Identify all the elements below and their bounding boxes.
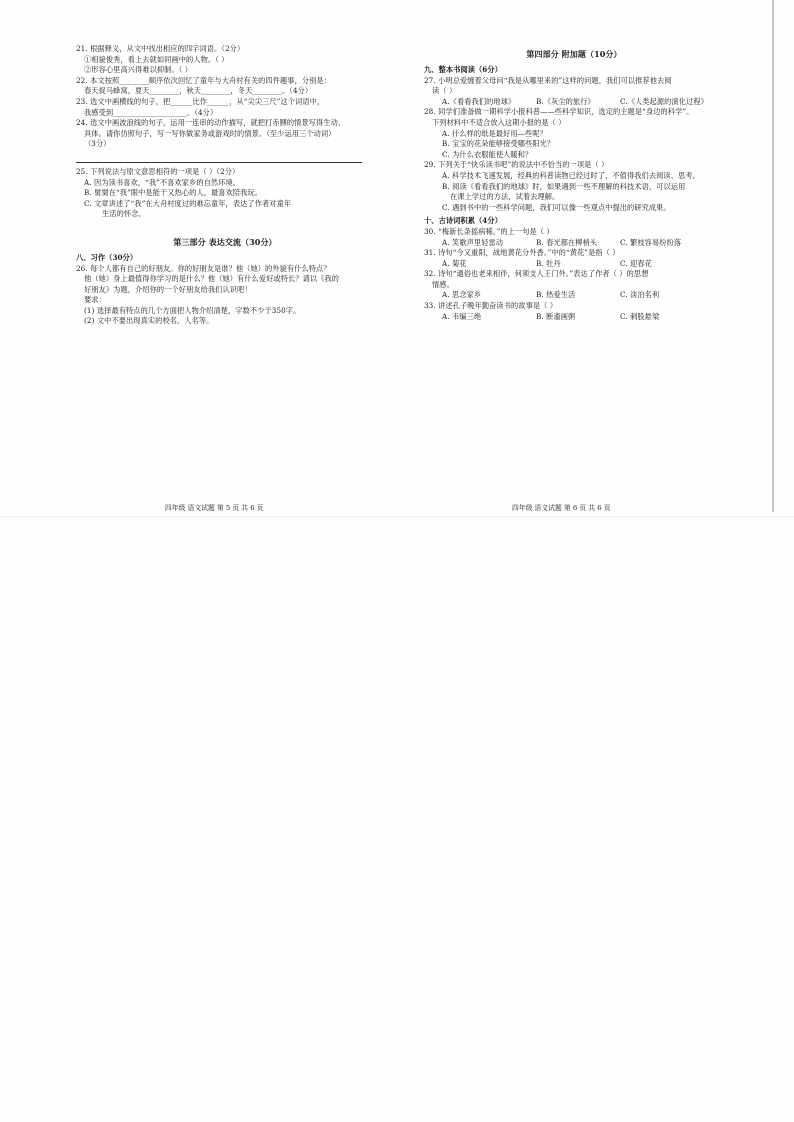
section-9-heading: 九、整本书阅读（6分） [424, 65, 502, 74]
q22-line-2: 春天捉马蜂窝，夏天________，秋天________，冬天________。（4分） [84, 86, 313, 96]
part-4-title: 第四部分 附加题（10分） [526, 49, 622, 59]
q26-line-3: 好朋友》为题，介绍你的一个好朋友给我们认识吧！ [84, 284, 252, 294]
q33-options [424, 312, 724, 323]
q28-option-a: A. 什么样的纸是最好用—些呢？ [442, 128, 547, 138]
q30-option-a: A. 笑歌声里轻雷动 [442, 237, 504, 247]
q33-option-a: A. 韦编三绝 [442, 311, 482, 321]
question-23: 23. 选文中画横线的句子，把______比作______，从“尖尖三尺”这个词语中， [76, 96, 325, 106]
page-6-column [424, 44, 724, 322]
q25-option-c: C. 文章讲述了“我”在大舟村度过的难忘童年，表达了作者对童年 [84, 198, 292, 208]
q31-option-b: B. 牡丹 [536, 258, 561, 268]
question-25: 25. 下列说法与原文意思相符的一项是（ ）（2分） [76, 166, 240, 176]
q27-option-a: A.《看看我们的地球》 [442, 96, 516, 106]
question-27: 27. 小明总爱缠着父母问“我是从哪里来的”这样的问题，我们可以推荐他去阅 [424, 75, 672, 85]
q31-option-a: A. 菊花 [442, 258, 467, 268]
q25-option-c-cont: 生活的怀念。 [102, 209, 146, 219]
q30-option-c: C. 繁枝容易纷纷落 [620, 237, 682, 247]
question-24: 24. 选文中画波浪线的句子，运用一连串的动作描写，就把打赤膊的情景写得生动、 [76, 118, 346, 128]
q26-requirement-2: (2) 文中不要出现真实的校名、人名等。 [84, 316, 214, 326]
question-31: 31. 诗句“今又重阳，战地黄花分外香。”中的“黄花”是指（ ） [424, 248, 620, 258]
q27-option-b: B.《灰尘的旅行》 [536, 96, 595, 106]
q29-option-b: B. 阅读《看看我们的地球》时，如果遇到一些不理解的科技术语，可以运用 [442, 181, 686, 191]
question-29: 29. 下列关于“快乐读书吧”的说法中不恰当的一项是（ ） [424, 160, 609, 170]
question-30: 30. “梅新长条摇病稀。”的上一句是（ ） [424, 226, 554, 236]
q28-option-c: C. 为什么衣服能使人暖和？ [442, 149, 533, 159]
page-6-footer: 四年级 语文试题 第 6 页 共 6 页 [512, 504, 611, 512]
scan-edge [772, 0, 774, 512]
section-8-heading: 八、习作（30分） [76, 252, 138, 262]
q28-option-b: B. 宝宝的花朵能够接受哪些阳光？ [442, 139, 555, 149]
q33-option-b: B. 断齑画粥 [536, 311, 576, 321]
page-5-footer: 四年级 语文试题 第 5 页 共 6 页 [165, 504, 264, 512]
page-5-column [76, 44, 374, 327]
q29-option-c: C. 遇到书中的一些科学问题，我们可以像一些观点中提出的研究成果。 [442, 202, 671, 212]
part-3-title: 第三部分 表达交流（30分） [173, 236, 277, 247]
q32-options [424, 290, 724, 301]
q24-line-3: （3分） [84, 139, 111, 149]
question-26: 26. 每个人都有自己的好朋友。你的好朋友是谁？他（她）的外貌有什么特点？ [76, 263, 331, 273]
q26-line-2: 他（她）身上最值得你学习的是什么？他（她）有什么爱好或特长？请以《我的 [84, 274, 340, 284]
q33-option-c: C. 刺股悬梁 [620, 311, 660, 321]
q31-options [424, 259, 724, 270]
answer-line [76, 162, 362, 163]
q31-option-c: C. 迎春花 [620, 258, 652, 268]
q29-option-b-cont: 在课上学过的方法，试着去理解。 [450, 192, 560, 202]
q21-item-1: ①相貌俊秀，看上去就如同画中的人物。（ ） [84, 54, 229, 64]
section-10-heading: 十、古诗词积累（4分） [424, 216, 502, 226]
page-fold [0, 516, 794, 517]
q32-option-a: A. 思念家乡 [442, 290, 482, 300]
question-33: 33. 讲述孔子晚年勤奋读书的故事是（ ） [424, 301, 558, 311]
q28-line-2: 下列材料中不适合放入这期小报的是（ ） [432, 117, 566, 127]
q30-option-b: B. 春光都在柳梢头 [536, 237, 598, 247]
question-32: 32. 诗句“通俗也老来相伴，何须支人王门外。”表达了作者（ ）的思想 [424, 269, 649, 279]
question-22: 22. 本文按照________顺序依次回忆了童年与大舟村有关的四件趣事，分别是： [76, 75, 332, 85]
q26-requirements-label: 要求： [84, 295, 106, 305]
q26-requirement-1: (1) 选择最有特点的几个方面把人物介绍清楚，字数不少于350字。 [84, 305, 301, 315]
q30-options [424, 238, 724, 249]
q23-line-2: 我感受到____________________。（4分） [84, 107, 218, 117]
q27-option-c: C.《人类起源的演化过程》 [620, 96, 708, 106]
q25-option-b: B. 舅舅在“我”眼中是能干又热心的人，最喜欢陪我玩。 [84, 188, 263, 198]
q21-item-2: ②形容心里高兴得难以抑制。（ ） [84, 65, 193, 75]
q32-option-c: C. 淡泊名利 [620, 290, 660, 300]
q27-options [424, 97, 724, 108]
q32-option-b: B. 热爱生活 [536, 290, 576, 300]
q27-line-2: 读（ ） [432, 86, 457, 96]
q29-option-a: A. 科学技术飞速发展，经典的科普读物已经过时了，不值得我们去阅读、思考。 [442, 170, 700, 180]
q25-option-a: A. 因为读书喜欢，“我”不喜欢家乡的自然环境。 [84, 177, 241, 187]
q32-line-2: 情感。 [432, 279, 454, 289]
question-21: 21. 根据释义，从文中找出相应的四字词语。（2分） [76, 44, 245, 53]
q24-line-2: 具体。请你仿照句子，写一写你做家务或游戏时的情景。（至少运用三个动词） [84, 128, 336, 138]
question-28: 28. 同学们准备做一期科学小报科普——些科学知识，选定的主题是“身边的科学”。 [424, 107, 694, 117]
